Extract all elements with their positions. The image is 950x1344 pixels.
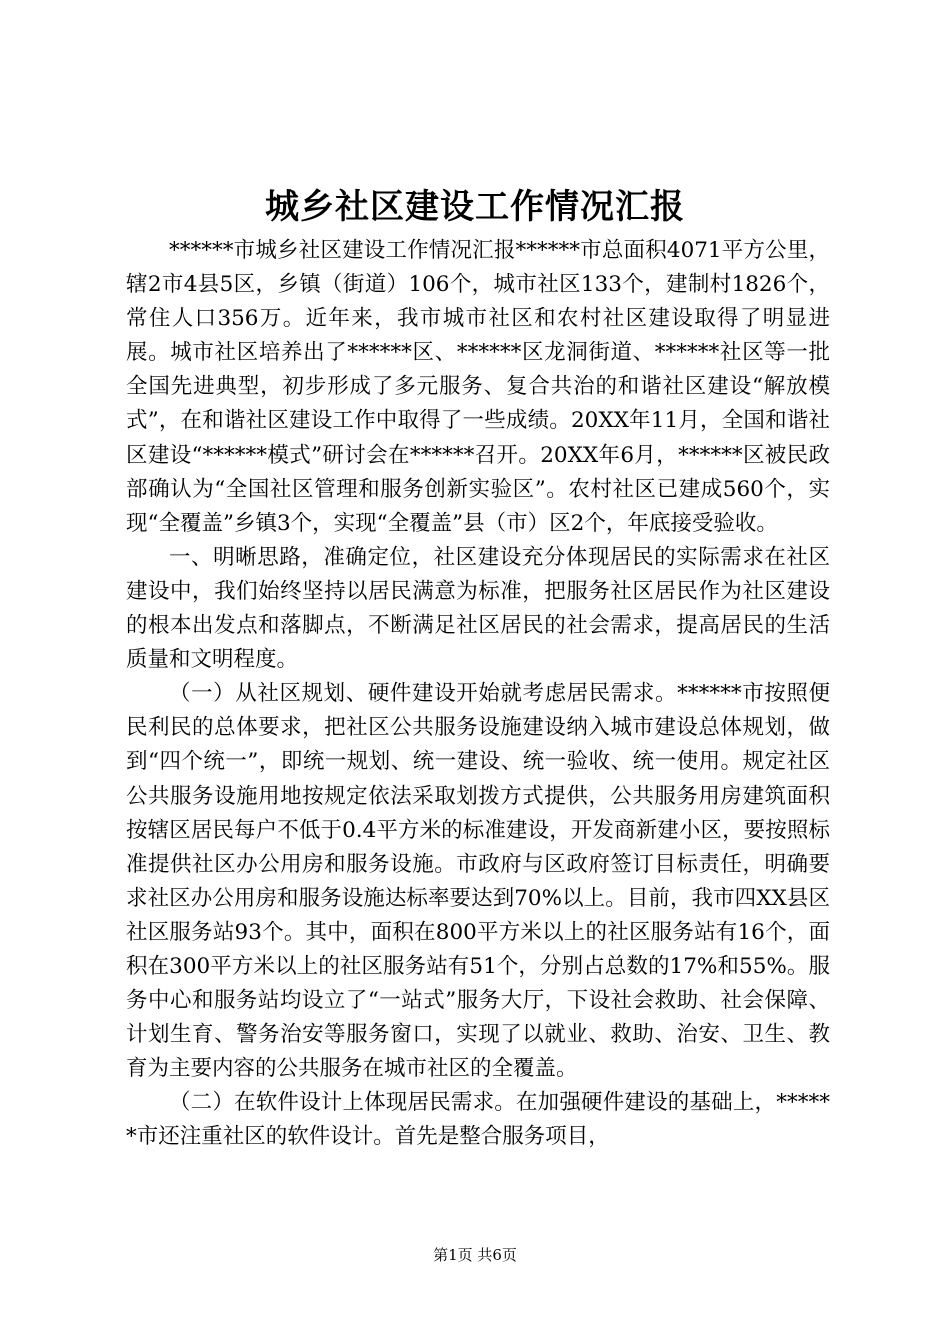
document-body bbox=[126, 234, 830, 1155]
paragraph-intro: ******市城乡社区建设工作情况汇报******市总面积4071平方公里，辖2市4县5区，乡镇（街道）106个，城市社区133个，建制村1826个，常住人口356万。近年来，我市城市社区和农村社区建设取得了明显进展。城市社区培养出了******区、******区龙洞街道、******社区等一批全国先进典型，初步形成了多元服务、复合共治的和谐社区建设“解放模式”，在和谐社区建设工作中取得了一些成绩。20XX年11月，全国和谐社区建设“******模式”研讨会在******召开。20XX年6月，******区被民政部确认为“全国社区管理和服务创新实验区”。农村社区已建成560个，实现“全覆盖”乡镇3个，实现“全覆盖”县（市）区2个，年底接受验收。 bbox=[126, 238, 830, 536]
page-number-footer: 第1页 共6页 bbox=[433, 1246, 517, 1264]
paragraph-section-1: 一、明晰思路，准确定位，社区建设充分体现居民的实际需求在社区建设中，我们始终坚持以居民满意为标准，把服务社区居民作为社区建设的根本出发点和落脚点，不断满足社区居民的社会需求，提高居民的生活质量和文明程度。 bbox=[126, 544, 830, 673]
paragraph-subsection-2: （二）在软件设计上体现居民需求。在加强硬件建设的基础上，******市还注重社区的软件设计。首先是整合服务项目， bbox=[126, 1090, 830, 1150]
paragraph-subsection-1: （一）从社区规划、硬件建设开始就考虑居民需求。******市按照便民利民的总体要求，把社区公共服务设施建设纳入城市建设总体规划，做到“四个统一”，即统一规划、统一建设、统一验收、统一使用。规定社区公共服务设施用地按规定依法采取划拨方式提供，公共服务用房建筑面积按辖区居民每户不低于0.4平方米的标准建设，开发商新建小区，要按照标准提供社区办公用房和服务设施。市政府与区政府签订目标责任，明确要求社区办公用房和服务设施达标率要达到70%以上。目前，我市四XX县区社区服务站93个。其中，面积在800平方米以上的社区服务站有16个，面积在300平方米以上的社区服务站有51个，分别占总数的17%和55%。服务中心和服务站均设立了“一站式”服务大厅，下设社会救助、社会保障、计划生育、警务治安等服务窗口，实现了以就业、救助、治安、卫生、教育为主要内容的公共服务在城市社区的全覆盖。 bbox=[126, 681, 830, 1082]
document-title: 城乡社区建设工作情况汇报 bbox=[265, 187, 685, 227]
